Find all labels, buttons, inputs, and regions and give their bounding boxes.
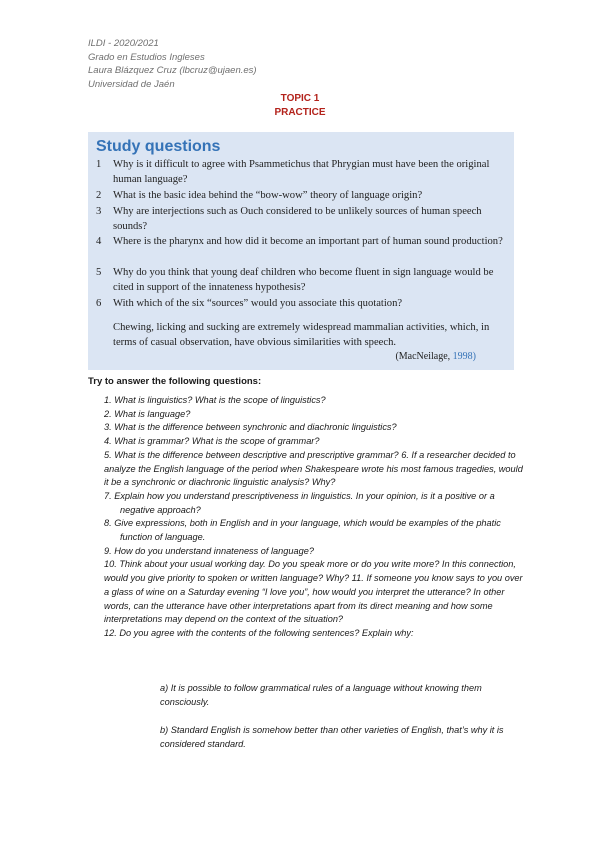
study-question-5 <box>96 265 508 295</box>
study-question-3 <box>96 204 508 234</box>
header-course: ILDI - 2020/2021 <box>88 38 159 49</box>
question-item: 3. What is the difference between synchronic and diachronic linguistics? <box>104 422 397 433</box>
question-item: 5. What is the difference between descriptive and prescriptive grammar? 6. If a researcher decided to analyze the English language of the period when Shakespeare wrote his most famous tragedies, would it be a synchronic or diachronic linguistic analysis? Why? <box>104 449 523 488</box>
study-question-number: 2 <box>96 190 102 201</box>
sentence-b <box>160 724 520 751</box>
study-question-1 <box>96 157 508 187</box>
header-degree: Grado en Estudios Ingleses <box>88 51 205 63</box>
instruction-heading: Try to answer the following questions: <box>88 376 262 387</box>
study-question-text: What is the basic idea behind the “bow-wow” theory of language origin? <box>113 190 423 201</box>
study-question-number: 3 <box>96 206 102 217</box>
topic-subtitle: PRACTICE <box>274 107 326 118</box>
quotation: Chewing, licking and sucking are extremely widespread mammalian activities, which, in terms of casual observation, have obvious similarities with speech. <box>113 322 490 348</box>
topic-heading <box>0 92 600 120</box>
study-question-text: Why do you think that young deaf children who become fluent in sign language would be cited in support of the innateness hypothesis? <box>113 267 494 293</box>
question-item: 4. What is grammar? What is the scope of grammar? <box>104 436 320 447</box>
citation-year: 1998) <box>452 351 476 362</box>
study-question-2 <box>96 188 508 203</box>
quotation-citation <box>395 351 476 362</box>
sentence-text: a) It is possible to follow grammatical rules of a language without knowing them consciously. <box>160 683 482 707</box>
study-question-text: Why are interjections such as Ouch considered to be unlikely sources of human speech sounds? <box>113 206 482 232</box>
study-question-number: 4 <box>96 236 102 247</box>
header-university: Universidad de Jaén <box>88 78 175 90</box>
study-question-text: Where is the pharynx and how did it become an important part of human sound production? <box>113 236 503 247</box>
citation-author: (MacNeilage, <box>395 351 451 362</box>
question-list <box>104 394 524 641</box>
study-questions-title: Study questions <box>96 138 221 155</box>
question-item: 9. How do you understand innateness of language? <box>104 545 314 556</box>
study-question-number: 5 <box>96 267 102 278</box>
study-question-4 <box>96 234 508 249</box>
study-question-number: 1 <box>96 159 102 170</box>
sentence-text: b) Standard English is somehow better than other varieties of English, that’s why it is considered standard. <box>160 725 504 749</box>
document-header <box>88 37 257 91</box>
sentence-a <box>160 682 520 709</box>
question-item: 7. Explain how you understand prescriptiveness in linguistics. In your opinion, is it a positive or a negative approach? <box>104 490 495 515</box>
study-question-number: 6 <box>96 298 102 309</box>
question-item: 2. What is language? <box>104 408 191 419</box>
study-questions-box <box>88 132 514 370</box>
question-item: 10. Think about your usual working day. Do you speak more or do you write more? In this connection, would you give priority to spoken or written language? Why? 11. If someone you know says to you over a glass of wine on a Saturday evening “I love you”, how would you interpret the utterance? In other words, can the utterance have other interpretations apart from its direct meaning and how some interpretations may depend on the context of the situation? <box>104 559 523 625</box>
question-item: 12. Do you agree with the contents of the following sentences? Explain why: <box>104 627 414 638</box>
question-item: 1. What is linguistics? What is the scope of linguistics? <box>104 395 326 405</box>
header-author: Laura Blázquez Cruz (lbcruz@ujaen.es) <box>88 65 257 76</box>
question-item: 8. Give expressions, both in English and in your language, which would be examples of the phatic function of language. <box>104 518 501 543</box>
study-question-6 <box>96 296 508 311</box>
study-question-text: Why is it difficult to agree with Psammetichus that Phrygian must have been the original human language? <box>113 159 490 185</box>
study-question-text: With which of the six “sources” would you associate this quotation? <box>113 298 403 309</box>
topic-title: TOPIC 1 <box>280 93 320 104</box>
